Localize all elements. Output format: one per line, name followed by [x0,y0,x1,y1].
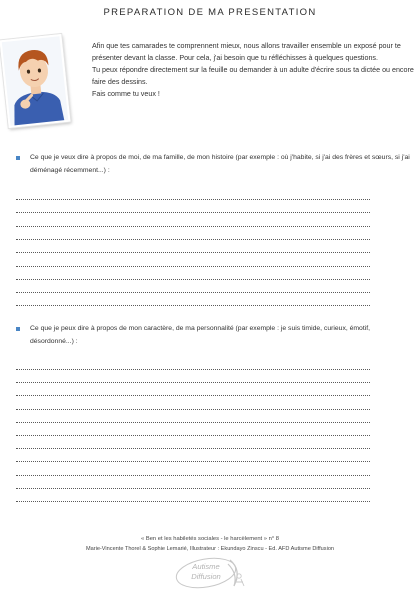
logo-word: Autisme [192,562,220,571]
autisme-diffusion-logo [168,556,252,596]
answer-line [16,239,370,240]
footer-series-title: « Ben et les habiletés sociales - le harcèlement » n° 8 [141,536,279,542]
answer-line [16,369,370,370]
boy-drawing [0,34,70,128]
answer-line [16,475,370,476]
page-title: PREPARATION DE MA PRESENTATION [103,7,317,18]
answer-line [16,501,370,502]
boy-portrait-illustration [0,34,70,128]
bullet-icon [16,327,20,331]
intro-paragraph: Tu peux répondre directement sur la feuille ou demander à un adulte d'écrire sous ta dictée ou encore faire des dessins. [92,65,414,86]
question-text: Ce que je peux dire à propos de mon caractère, de ma personnalité (par exemple : je suis timide, curieux, émotif, désordonné...) : [30,325,371,345]
intro-paragraph: Fais comme tu veux ! [92,89,160,98]
answer-line [16,199,370,200]
logo-word: Diffusion [191,572,221,581]
answer-line [16,435,370,436]
answer-line [16,409,370,410]
answer-line [16,461,370,462]
answer-line [16,448,370,449]
answer-line [16,305,370,306]
answer-line [16,212,370,213]
footer-credits: Marie-Vincente Thorel & Sophie Lemarié, Illustrateur : Ekundayo Zinscu - Ed. AFD Autisme Diffusion [85,546,335,552]
answer-line [16,252,370,253]
intro-paragraph: Afin que tes camarades te comprennent mieux, nous allons travailler ensemble un exposé pour te présenter devant la classe. Pour cela, j'ai besoin que tu réfléchisses à quelques questions. [92,42,401,62]
question-family [16,152,414,177]
answer-line [16,395,370,396]
bullet-icon [16,156,20,160]
answer-line [16,266,370,267]
question-character [16,323,414,348]
logo-text [168,562,244,582]
answer-line [16,279,370,280]
answer-line [16,292,370,293]
answer-line [16,382,370,383]
answer-line [16,488,370,489]
question-text: Ce que je veux dire à propos de moi, de ma famille, de mon histoire (par exemple : où j'habite, si j'ai des frères et sœurs, si j'ai déménagé récemment...) : [30,154,410,174]
answer-line [16,422,370,423]
intro-text [92,41,414,101]
answer-line [16,226,370,227]
